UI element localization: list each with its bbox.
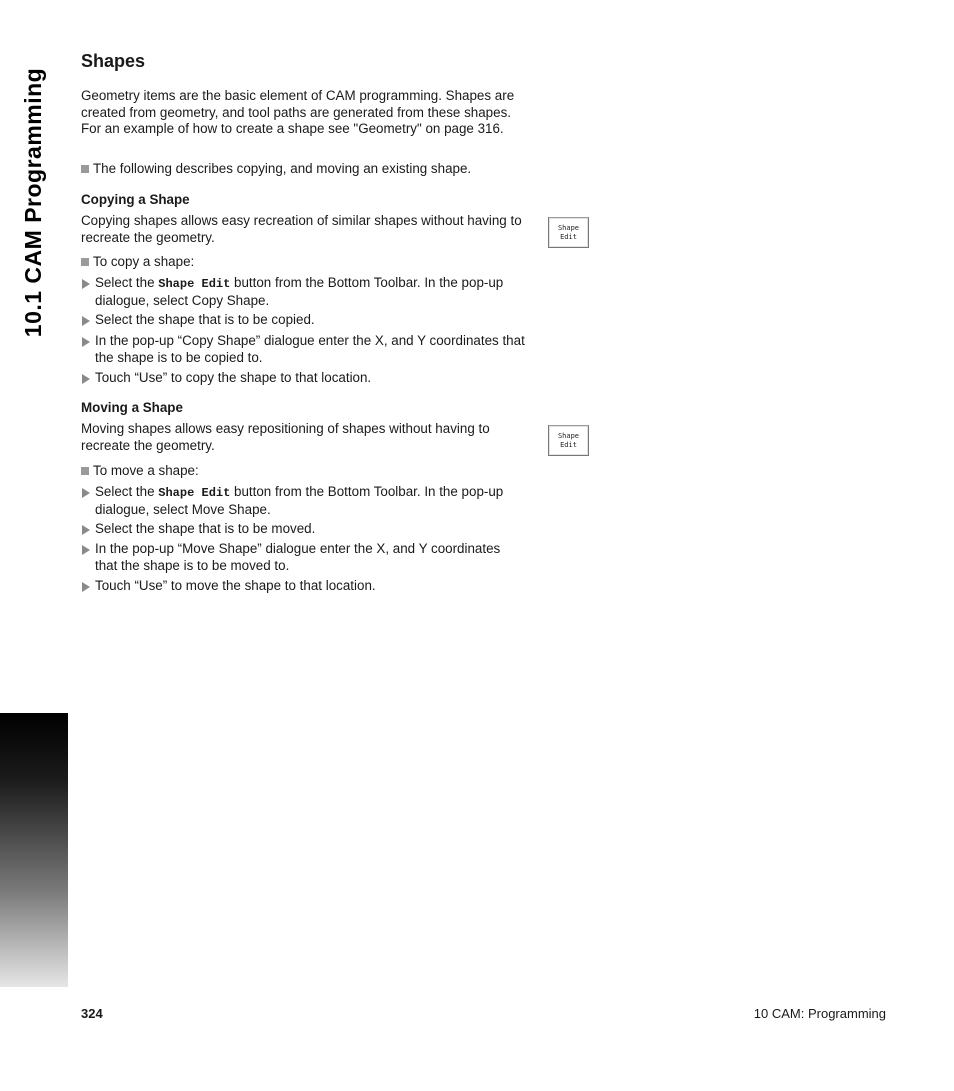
triangle-bullet-icon [82,488,90,498]
move-heading: Moving a Shape [81,400,183,415]
shape-edit-softkey-copy[interactable] [548,217,589,248]
triangle-bullet-icon [82,582,90,592]
chapter-footer: 10 CAM: Programming [753,1006,886,1021]
square-bullet-icon [81,258,89,266]
triangle-bullet-icon [82,545,90,555]
side-gradient-bar [0,713,68,987]
move-step-4 [81,578,376,595]
copy-step-4-text: Touch “Use” to copy the shape to that location. [95,370,372,385]
side-tab-title [10,52,58,352]
triangle-bullet-icon [82,525,90,535]
move-lead [81,463,199,480]
copy-step-3-text: In the pop-up “Copy Shape” dialogue enter the X, and Y coordinates that the shape is to be copied to. [95,333,525,365]
copy-description: Copying shapes allows easy recreation of similar shapes without having to recreate the geometry. [81,213,522,245]
triangle-bullet-icon [82,279,90,289]
copy-heading: Copying a Shape [81,192,190,207]
copy-step-2-text: Select the shape that is to be copied. [95,312,315,327]
note-text: The following describes copying, and moving an existing shape. [93,161,472,176]
copy-step-1 [81,275,526,309]
move-step-3-text: In the pop-up “Move Shape” dialogue enter the X, and Y coordinates that the shape is to be moved to. [95,541,501,573]
square-bullet-icon [81,467,89,475]
softkey-label-line2: Edit [560,232,577,241]
softkey-label-line1: Shape [557,223,580,232]
copy-step-1-post: button from the Bottom Toolbar. In the pop-up dialogue, select Copy Shape. [95,275,504,308]
triangle-bullet-icon [82,316,90,326]
intro-paragraph: Geometry items are the basic element of CAM programming. Shapes are created from geometry, and tool paths are generated from these shapes. For an example of how to create a shape see "Geometry" on page 316. [81,88,515,136]
move-lead-text: To move a shape: [93,463,199,478]
section-title: Shapes [81,51,146,71]
softkey-label-line2: Edit [560,440,577,449]
copy-step-2 [81,312,315,329]
move-description: Moving shapes allows easy repositioning of shapes without having to recreate the geometry. [81,421,490,453]
move-step-1-key: Shape Edit [158,486,231,500]
move-step-2 [81,521,315,538]
copy-step-1-pre: Select the [95,275,159,290]
move-step-1 [81,484,526,518]
copy-step-4 [81,370,371,387]
copy-step-1-key: Shape Edit [158,277,231,291]
move-step-1-pre: Select the [95,484,159,499]
note-item [81,161,471,178]
square-bullet-icon [81,165,89,173]
copy-lead-text: To copy a shape: [93,254,195,269]
move-step-4-text: Touch “Use” to move the shape to that location. [95,578,376,593]
triangle-bullet-icon [82,337,90,347]
softkey-label-line1: Shape [557,431,580,440]
page-number: 324 [81,1006,103,1021]
shape-edit-softkey-move[interactable] [548,425,589,456]
move-step-1-post: button from the Bottom Toolbar. In the pop-up dialogue, select Move Shape. [95,484,504,517]
side-title-text: 10.1 CAM Programming [20,67,47,337]
move-step-3 [81,541,526,574]
copy-step-3 [81,333,526,366]
triangle-bullet-icon [82,374,90,384]
copy-lead [81,254,194,271]
move-step-2-text: Select the shape that is to be moved. [95,521,316,536]
